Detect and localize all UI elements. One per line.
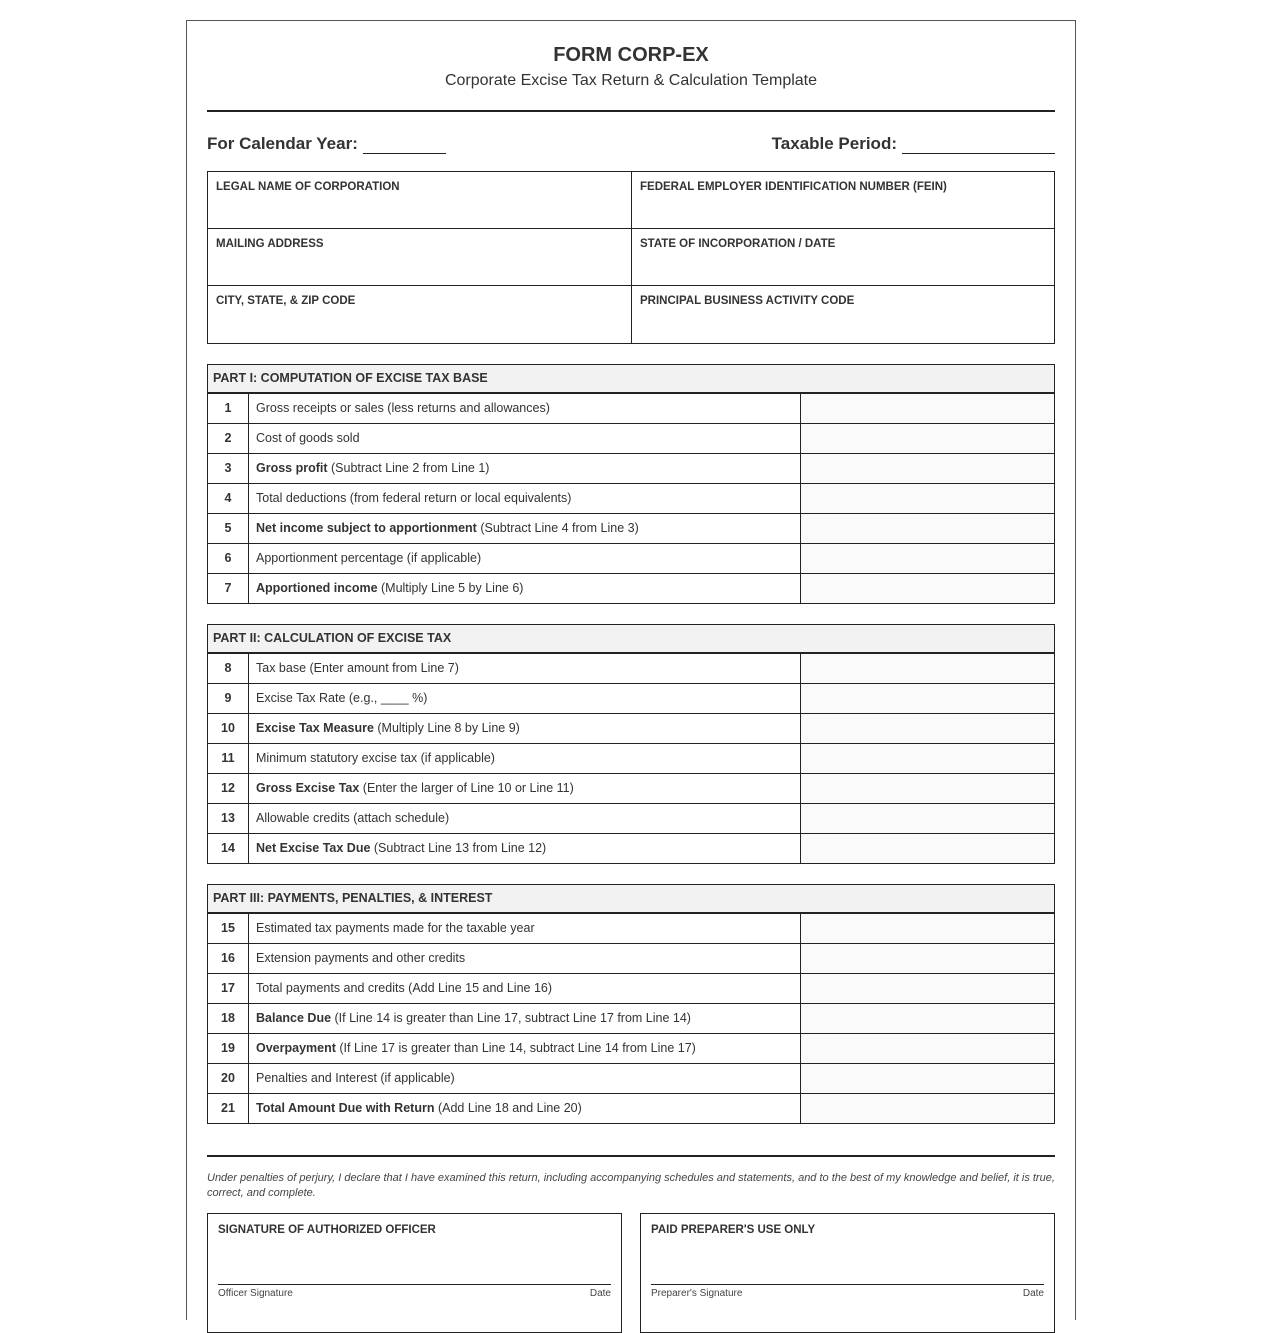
line-description bbox=[249, 944, 801, 973]
line-description-bold: Balance Due bbox=[256, 1011, 332, 1025]
line-description-text: Gross receipts or sales (less returns and allowances) bbox=[256, 401, 550, 415]
preparer-signature-label: Preparer's Signature bbox=[651, 1288, 743, 1299]
officer-date-label: Date bbox=[589, 1288, 611, 1299]
taxable-period-label: Taxable Period: bbox=[771, 134, 897, 153]
line-description bbox=[249, 1034, 801, 1063]
line-amount-input[interactable] bbox=[801, 774, 1054, 803]
line-description bbox=[249, 974, 801, 1003]
line-amount-input[interactable] bbox=[801, 424, 1054, 453]
form-title: FORM CORP-EX bbox=[553, 44, 709, 66]
line-row-19 bbox=[208, 1034, 1054, 1064]
line-number: 5 bbox=[208, 514, 249, 543]
line-amount-input[interactable] bbox=[801, 484, 1054, 513]
declaration-divider bbox=[207, 1155, 1055, 1157]
line-description-bold: Net income subject to apportionment bbox=[256, 521, 477, 535]
line-description-text: (Multiply Line 8 by Line 9) bbox=[373, 721, 520, 735]
corporation-info-grid bbox=[207, 171, 1055, 344]
line-row-1 bbox=[208, 394, 1054, 424]
line-number: 17 bbox=[208, 974, 249, 1003]
line-description-text: Total payments and credits (Add Line 15 and Line 16) bbox=[256, 981, 553, 995]
line-amount-input[interactable] bbox=[801, 684, 1054, 713]
line-description-bold: Gross profit bbox=[256, 461, 328, 475]
part-3-section bbox=[207, 884, 1055, 1124]
perjury-declaration: Under penalties of perjury, I declare that I have examined this return, including accompanying schedules and statements, and to the best of my knowledge and belief, it is true, correct, and complete. bbox=[207, 1172, 1055, 1199]
line-row-21 bbox=[208, 1094, 1054, 1123]
period-row bbox=[207, 132, 1055, 154]
line-number: 18 bbox=[208, 1004, 249, 1033]
signature-row bbox=[207, 1213, 1055, 1333]
line-amount-input[interactable] bbox=[801, 974, 1054, 1003]
part-3-header: PART III: PAYMENTS, PENALTIES, & INTEREST bbox=[208, 885, 1054, 914]
line-row-3 bbox=[208, 454, 1054, 484]
line-number: 1 bbox=[208, 394, 249, 423]
line-amount-input[interactable] bbox=[801, 714, 1054, 743]
line-row-12 bbox=[208, 774, 1054, 804]
line-description bbox=[249, 1064, 801, 1093]
line-description bbox=[249, 654, 801, 683]
line-description-text: (Subtract Line 2 from Line 1) bbox=[327, 461, 490, 475]
line-row-15 bbox=[208, 914, 1054, 944]
line-description-text: (Subtract Line 13 from Line 12) bbox=[370, 841, 547, 855]
line-row-5 bbox=[208, 514, 1054, 544]
line-row-16 bbox=[208, 944, 1054, 974]
line-description-text: Allowable credits (attach schedule) bbox=[256, 811, 450, 825]
line-amount-input[interactable] bbox=[801, 394, 1054, 423]
city-state-zip-field[interactable]: CITY, STATE, & ZIP CODE bbox=[208, 286, 632, 343]
mailing-address-field[interactable]: MAILING ADDRESS bbox=[208, 229, 632, 286]
line-description bbox=[249, 684, 801, 713]
line-description-text: Cost of goods sold bbox=[256, 431, 360, 445]
calendar-year-label: For Calendar Year: bbox=[207, 134, 358, 153]
line-amount-input[interactable] bbox=[801, 1034, 1054, 1063]
line-row-18 bbox=[208, 1004, 1054, 1034]
line-number: 15 bbox=[208, 914, 249, 943]
line-row-6 bbox=[208, 544, 1054, 574]
line-row-20 bbox=[208, 1064, 1054, 1094]
line-description-text: (If Line 17 is greater than Line 14, subtract Line 14 from Line 17) bbox=[335, 1041, 696, 1055]
line-number: 13 bbox=[208, 804, 249, 833]
line-number: 20 bbox=[208, 1064, 249, 1093]
line-amount-input[interactable] bbox=[801, 914, 1054, 943]
line-description bbox=[249, 454, 801, 483]
line-description bbox=[249, 804, 801, 833]
business-code-field[interactable]: PRINCIPAL BUSINESS ACTIVITY CODE bbox=[640, 295, 855, 307]
officer-signature-label: Officer Signature bbox=[218, 1288, 293, 1299]
line-description-text: (Subtract Line 4 from Line 3) bbox=[476, 521, 639, 535]
line-description-text: (Multiply Line 5 by Line 6) bbox=[377, 581, 524, 595]
line-amount-input[interactable] bbox=[801, 744, 1054, 773]
line-number: 7 bbox=[208, 574, 249, 603]
header-divider bbox=[207, 110, 1055, 112]
line-number: 9 bbox=[208, 684, 249, 713]
line-number: 16 bbox=[208, 944, 249, 973]
line-row-14 bbox=[208, 834, 1054, 863]
part-2-header: PART II: CALCULATION OF EXCISE TAX bbox=[208, 625, 1054, 654]
line-description-text: Total deductions (from federal return or local equivalents) bbox=[256, 491, 572, 505]
line-description-text: (If Line 14 is greater than Line 17, subtract Line 17 from Line 14) bbox=[331, 1011, 691, 1025]
line-description-bold: Apportioned income bbox=[256, 581, 378, 595]
preparer-date-label: Date bbox=[1022, 1288, 1044, 1299]
line-description-text: Apportionment percentage (if applicable) bbox=[256, 551, 482, 565]
officer-signature-box[interactable] bbox=[207, 1213, 622, 1333]
line-row-10 bbox=[208, 714, 1054, 744]
line-description-bold: Gross Excise Tax bbox=[256, 781, 360, 795]
line-description bbox=[249, 424, 801, 453]
line-row-2 bbox=[208, 424, 1054, 454]
part-2-section bbox=[207, 624, 1055, 864]
line-description-bold: Overpayment bbox=[256, 1041, 336, 1055]
line-description bbox=[249, 1004, 801, 1033]
line-amount-input[interactable] bbox=[801, 1094, 1054, 1123]
line-description-text: Estimated tax payments made for the taxable year bbox=[256, 921, 535, 935]
taxable-period-field bbox=[772, 134, 1055, 154]
line-description bbox=[249, 544, 801, 573]
fein-field[interactable]: FEDERAL EMPLOYER IDENTIFICATION NUMBER (FEIN) bbox=[632, 172, 1054, 229]
line-amount-input[interactable] bbox=[801, 574, 1054, 603]
line-number: 8 bbox=[208, 654, 249, 683]
part-1-header: PART I: COMPUTATION OF EXCISE TAX BASE bbox=[208, 365, 1054, 394]
line-number: 10 bbox=[208, 714, 249, 743]
line-number: 11 bbox=[208, 744, 249, 773]
officer-signature-title: SIGNATURE OF AUTHORIZED OFFICER bbox=[218, 1224, 436, 1236]
line-row-9 bbox=[208, 684, 1054, 714]
line-description-bold: Excise Tax Measure bbox=[256, 721, 374, 735]
line-number: 2 bbox=[208, 424, 249, 453]
line-description bbox=[249, 574, 801, 603]
line-amount-input[interactable] bbox=[801, 654, 1054, 683]
line-amount-input[interactable] bbox=[801, 834, 1054, 863]
state-incorporation-field[interactable]: STATE OF INCORPORATION / DATE bbox=[632, 229, 1054, 286]
form-page bbox=[186, 20, 1076, 1320]
line-description bbox=[249, 744, 801, 773]
line-number: 12 bbox=[208, 774, 249, 803]
preparer-title: PAID PREPARER'S USE ONLY bbox=[651, 1224, 816, 1236]
line-description-text: Minimum statutory excise tax (if applicable) bbox=[256, 751, 495, 765]
line-amount-input[interactable] bbox=[801, 1064, 1054, 1093]
line-description-text: (Enter the larger of Line 10 or Line 11) bbox=[359, 781, 574, 795]
line-row-4 bbox=[208, 484, 1054, 514]
line-number: 14 bbox=[208, 834, 249, 863]
line-row-7 bbox=[208, 574, 1054, 603]
line-amount-input[interactable] bbox=[801, 514, 1054, 543]
line-amount-input[interactable] bbox=[801, 944, 1054, 973]
line-description bbox=[249, 1094, 801, 1123]
line-amount-input[interactable] bbox=[801, 804, 1054, 833]
line-number: 21 bbox=[208, 1094, 249, 1123]
line-description-bold: Total Amount Due with Return bbox=[256, 1101, 435, 1115]
line-description-bold: Net Excise Tax Due bbox=[256, 841, 371, 855]
line-description bbox=[249, 514, 801, 543]
line-description-text: Excise Tax Rate (e.g., ____ %) bbox=[256, 691, 428, 705]
line-number: 4 bbox=[208, 484, 249, 513]
preparer-signature-line bbox=[651, 1284, 1044, 1285]
line-amount-input[interactable] bbox=[801, 544, 1054, 573]
line-amount-input[interactable] bbox=[801, 1004, 1054, 1033]
line-row-8 bbox=[208, 654, 1054, 684]
taxable-period-input[interactable] bbox=[902, 135, 1055, 154]
line-description bbox=[249, 834, 801, 863]
line-number: 19 bbox=[208, 1034, 249, 1063]
legal-name-field[interactable]: LEGAL NAME OF CORPORATION bbox=[208, 172, 632, 229]
line-number: 3 bbox=[208, 454, 249, 483]
part-1-section bbox=[207, 364, 1055, 604]
line-row-11 bbox=[208, 744, 1054, 774]
calendar-year-input[interactable] bbox=[363, 135, 446, 154]
line-description-text: Extension payments and other credits bbox=[256, 951, 466, 965]
line-description bbox=[249, 484, 801, 513]
line-description-text: Penalties and Interest (if applicable) bbox=[256, 1071, 455, 1085]
line-description-text: Tax base (Enter amount from Line 7) bbox=[256, 661, 459, 675]
line-description bbox=[249, 774, 801, 803]
line-description-text: (Add Line 18 and Line 20) bbox=[434, 1101, 582, 1115]
form-subtitle: Corporate Excise Tax Return & Calculation Template bbox=[444, 72, 818, 89]
line-number: 6 bbox=[208, 544, 249, 573]
line-description bbox=[249, 394, 801, 423]
line-row-13 bbox=[208, 804, 1054, 834]
line-row-17 bbox=[208, 974, 1054, 1004]
line-amount-input[interactable] bbox=[801, 454, 1054, 483]
officer-signature-line bbox=[218, 1284, 611, 1285]
calendar-year-field bbox=[207, 134, 446, 154]
line-description bbox=[249, 714, 801, 743]
line-description bbox=[249, 914, 801, 943]
preparer-box[interactable] bbox=[640, 1213, 1055, 1333]
